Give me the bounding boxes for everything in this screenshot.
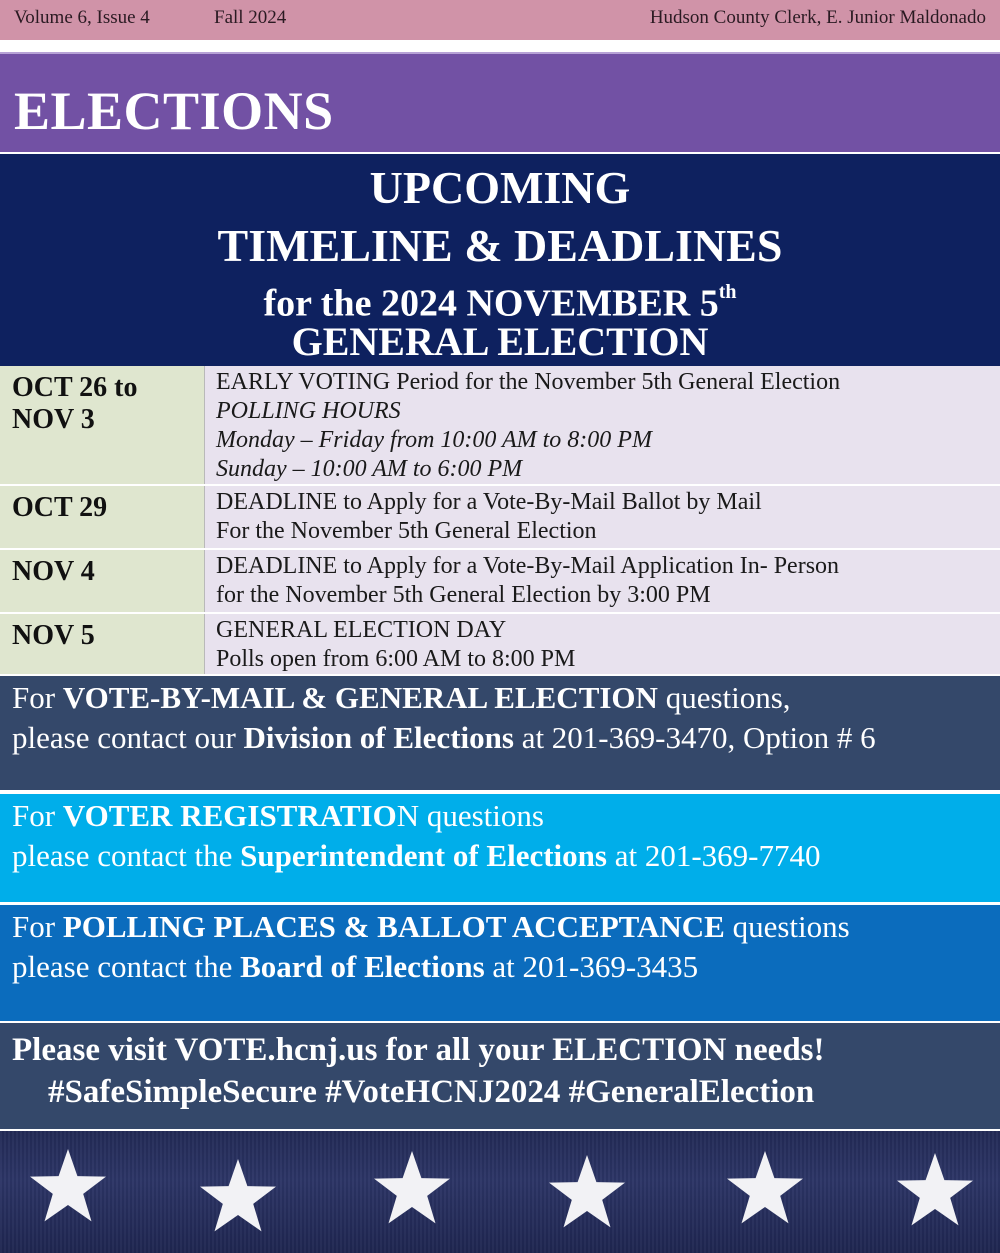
contact-office: Board of Elections bbox=[240, 949, 485, 984]
contact-text: N bbox=[396, 798, 420, 833]
contact-line-2 bbox=[12, 718, 1000, 758]
season-label: Fall 2024 bbox=[214, 7, 287, 28]
contact-text: please contact the bbox=[12, 838, 241, 873]
contact-line-1 bbox=[12, 678, 1000, 718]
contact-topic: VOTE-BY-MAIL & GENERAL ELECTION bbox=[62, 680, 658, 715]
headline-block bbox=[0, 154, 1000, 366]
description-line: DEADLINE to Apply for a Vote-By-Mail Application In- Person bbox=[216, 553, 840, 579]
description-line: EARLY VOTING Period for the November 5th General Election bbox=[216, 369, 841, 395]
contact-text: questions bbox=[419, 798, 544, 833]
headline-line-3 bbox=[0, 274, 1000, 326]
headline-line-1: UPCOMING bbox=[369, 162, 631, 213]
section-title: ELECTIONS bbox=[0, 52, 1000, 152]
contact-text: please contact the bbox=[12, 949, 241, 984]
website-callout bbox=[0, 1023, 1000, 1129]
timeline-description bbox=[205, 486, 1000, 548]
contact-text: For bbox=[12, 680, 63, 715]
timeline-row bbox=[0, 486, 1000, 548]
website-line: Please visit VOTE.hcnj.us for all your ELECTION needs! bbox=[12, 1032, 825, 1068]
description-line: Sunday – 10:00 AM to 6:00 PM bbox=[216, 456, 523, 482]
description-line: POLLING HOURS bbox=[216, 398, 401, 424]
headline-line-4: GENERAL ELECTION bbox=[291, 319, 709, 364]
date-line-1: OCT 26 to bbox=[12, 372, 138, 403]
description-line: DEADLINE to Apply for a Vote-By-Mail Ballot by Mail bbox=[216, 489, 762, 515]
star-icon bbox=[897, 1153, 973, 1225]
description-line: For the November 5th General Election bbox=[216, 518, 597, 544]
contact-phone: at 201-369-7740 bbox=[606, 838, 821, 873]
timeline-row bbox=[0, 550, 1000, 612]
description-line: for the November 5th General Election by 3:00 PM bbox=[216, 582, 711, 608]
star-icon bbox=[549, 1155, 625, 1227]
contact-topic: POLLING PLACES & BALLOT ACCEPTANCE bbox=[62, 909, 725, 944]
contact-topic: VOTER REGISTRATIO bbox=[62, 798, 397, 833]
polling-places-contact bbox=[0, 905, 1000, 1021]
timeline-description bbox=[205, 550, 1000, 612]
contact-text: questions bbox=[724, 909, 850, 944]
headline-line-2: TIMELINE & DEADLINES bbox=[217, 220, 783, 271]
headline-superscript: th bbox=[718, 281, 737, 303]
timeline-date: NOV 5 bbox=[0, 614, 205, 674]
contact-line-1 bbox=[12, 796, 1000, 836]
vote-by-mail-contact bbox=[0, 676, 1000, 790]
clerk-name: Hudson County Clerk, E. Junior Maldonado bbox=[649, 7, 986, 28]
voter-registration-contact bbox=[0, 794, 1000, 902]
timeline-row bbox=[0, 614, 1000, 674]
volume-issue: Volume 6, Issue 4 bbox=[14, 7, 150, 28]
newsletter-header bbox=[0, 0, 1000, 40]
contact-text: questions, bbox=[657, 680, 791, 715]
hashtags-line: #SafeSimpleSecure #VoteHCNJ2024 #GeneralElection bbox=[48, 1074, 815, 1110]
contact-phone: at 201-369-3470, Option # 6 bbox=[513, 720, 876, 755]
headline-line-3-text: for the 2024 NOVEMBER 5 bbox=[263, 282, 719, 325]
timeline-date bbox=[0, 366, 205, 484]
star-icon bbox=[200, 1159, 276, 1231]
contact-text: please contact our bbox=[12, 720, 244, 755]
timeline-description bbox=[205, 614, 1000, 674]
timeline-date: OCT 29 bbox=[0, 486, 205, 548]
description-line: Monday – Friday from 10:00 AM to 8:00 PM bbox=[216, 427, 652, 453]
contact-office: Division of Elections bbox=[243, 720, 514, 755]
description-line: Polls open from 6:00 AM to 8:00 PM bbox=[216, 646, 576, 672]
contact-text: For bbox=[12, 909, 63, 944]
timeline-date: NOV 4 bbox=[0, 550, 205, 612]
contact-office: Superintendent of Elections bbox=[240, 838, 607, 873]
timeline-row bbox=[0, 366, 1000, 484]
contact-line-2 bbox=[12, 947, 1000, 987]
timeline-description bbox=[205, 366, 1000, 484]
star-icon bbox=[374, 1151, 450, 1223]
description-line: GENERAL ELECTION DAY bbox=[216, 617, 507, 643]
contact-text: For bbox=[12, 798, 63, 833]
contact-line-1 bbox=[12, 907, 1000, 947]
star-icon bbox=[30, 1149, 106, 1221]
contact-line-2 bbox=[12, 836, 1000, 876]
stars-graphic bbox=[0, 1131, 1000, 1253]
stars-banner bbox=[0, 1131, 1000, 1253]
star-icon bbox=[727, 1151, 803, 1223]
date-line-2: NOV 3 bbox=[12, 404, 95, 435]
contact-phone: at 201-369-3435 bbox=[484, 949, 699, 984]
timeline-table bbox=[0, 366, 1000, 674]
